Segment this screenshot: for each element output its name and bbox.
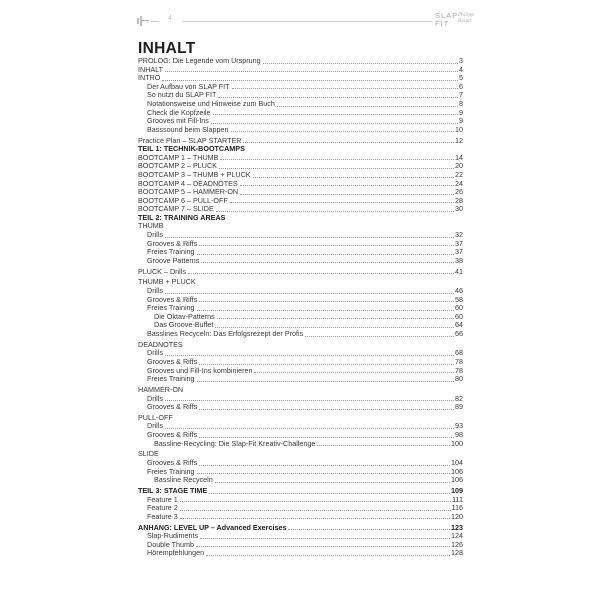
- toc-entry-label: HAMMER-ON: [138, 384, 184, 394]
- toc-entry-page: 60: [455, 303, 463, 313]
- dot-leader: [206, 555, 450, 556]
- toc-entry-page: 28: [455, 195, 463, 205]
- dot-leader: [199, 465, 450, 466]
- dot-leader: [165, 428, 454, 429]
- dot-leader: [277, 106, 458, 107]
- toc-entry[interactable]: [138, 341, 463, 350]
- toc-entry-label: Das Groove-Buffet: [154, 320, 214, 330]
- toc-entry-page: 37: [455, 247, 463, 257]
- toc-entry-label: ANHANG: LEVEL UP – Advanced Exercises: [138, 522, 287, 532]
- logo-line1: SLAP: [435, 11, 459, 20]
- toc-entry[interactable]: [138, 57, 463, 66]
- slap-fit-logo: [435, 12, 475, 30]
- dot-leader: [219, 168, 454, 169]
- toc-entry[interactable]: [138, 476, 463, 485]
- dot-leader: [197, 381, 454, 382]
- dot-leader: [243, 142, 454, 143]
- dot-leader: [218, 97, 458, 98]
- toc-entry-label: Double Thumb: [147, 539, 195, 549]
- toc-entry-page: 10: [455, 124, 463, 134]
- dot-leader: [197, 473, 450, 474]
- toc-entry[interactable]: [138, 257, 463, 266]
- page-header: [135, 10, 475, 30]
- toc-entry-label: TEIL 3: STAGE TIME: [138, 486, 208, 495]
- toc-entry[interactable]: [138, 222, 463, 231]
- toc-entry[interactable]: [138, 504, 463, 513]
- toc-entry-label: BOOTCAMP 1 – THUMB: [138, 152, 219, 162]
- toc-entry-page: 66: [455, 328, 463, 338]
- dot-leader: [215, 327, 454, 328]
- dot-leader: [211, 123, 458, 124]
- toc-entry-label: BOOTCAMP 7 – SLIDE: [138, 204, 214, 214]
- toc-entry-label: BOOTCAMP 5 – HAMMER-ON: [138, 187, 239, 197]
- toc-entry-page: 41: [455, 266, 463, 276]
- dot-leader: [200, 538, 450, 539]
- toc-entry-page: 68: [455, 348, 463, 358]
- dot-leader: [232, 88, 458, 89]
- toc-entry-label: Grooves und Fill-Ins kombinieren: [147, 365, 253, 375]
- dot-leader: [180, 518, 450, 519]
- toc-entry-label: BOOTCAMP 3 – THUMB + PLUCK: [138, 169, 251, 179]
- toc-entry-page: 123: [451, 522, 463, 532]
- toc-entry-label: Drills: [147, 286, 163, 295]
- toc-entry-page: 89: [455, 402, 463, 412]
- dot-leader: [199, 364, 454, 365]
- toc-entry-label: Drills: [147, 393, 163, 403]
- toc-entry-page: 26: [455, 187, 463, 197]
- toc-entry-label: PROLOG: Die Legende vom Ursprung: [138, 56, 261, 65]
- dot-leader: [199, 409, 454, 410]
- toc-entry-label: So nutzt du SLAP FIT: [147, 90, 217, 100]
- toc-entry-label: PLUCK – Drills: [138, 266, 186, 276]
- toc-entry-label: Feature 3: [147, 511, 178, 521]
- toc-entry-page: 109: [451, 486, 463, 495]
- toc-entry-page: 128: [451, 548, 463, 558]
- toc-entry-page: 46: [455, 286, 463, 295]
- toc-entry[interactable]: [138, 66, 463, 75]
- toc-entry-page: 64: [455, 320, 463, 330]
- toc-entry[interactable]: [138, 330, 463, 339]
- toc-entry-page: 106: [451, 475, 463, 485]
- toc-entry-page: 106: [451, 466, 463, 476]
- dot-leader: [230, 202, 454, 203]
- dot-leader: [199, 245, 454, 246]
- toc-entry-label: Check die Kopfzeile: [147, 107, 211, 117]
- dot-leader: [165, 71, 458, 72]
- toc-entry[interactable]: [138, 375, 463, 384]
- dot-leader: [188, 273, 454, 274]
- dot-leader: [213, 114, 458, 115]
- toc-entry-page: 4: [459, 64, 463, 74]
- dot-leader: [263, 63, 458, 64]
- toc-entry-label: INHALT: [138, 64, 164, 74]
- dot-leader: [305, 336, 454, 337]
- page-number: 4: [168, 15, 172, 22]
- toc-entry-page: 120: [451, 511, 463, 521]
- toc-entry[interactable]: [138, 126, 463, 135]
- dot-leader: [197, 310, 454, 311]
- toc-entry-label: Bassline Recyceln: [154, 475, 213, 485]
- toc-entry-label: Grooves & Riffs: [147, 238, 198, 248]
- dot-leader: [240, 194, 454, 195]
- header-rule: [182, 21, 433, 22]
- dot-leader: [217, 318, 454, 319]
- toc-entry-page: 9: [459, 116, 463, 126]
- toc-entry-label: BOOTCAMP 2 – PLUCK: [138, 161, 217, 171]
- dot-leader: [199, 437, 454, 438]
- toc-entry-page: 12: [455, 135, 463, 145]
- toc-entry[interactable]: [138, 549, 463, 558]
- toc-entry-page: 126: [451, 539, 463, 549]
- toc-entry[interactable]: [138, 403, 463, 412]
- toc-entry-page: 80: [455, 374, 463, 384]
- dot-leader: [196, 546, 450, 547]
- toc-entry-label: Grooves & Riffs: [147, 356, 198, 366]
- dot-leader: [253, 177, 454, 178]
- toc-entry-page: 93: [455, 421, 463, 431]
- toc-entry-page: 9: [459, 107, 463, 117]
- toc-entry[interactable]: [138, 414, 463, 423]
- toc-entry-page: 124: [451, 531, 463, 541]
- toc-entry-label: Feature 1: [147, 494, 178, 504]
- toc-entry-page: 104: [451, 458, 463, 468]
- toc-entry-label: TEIL 1: TECHNIK-BOOTCAMPS: [138, 144, 245, 154]
- logo-signature: Philipp Bauer: [458, 13, 475, 24]
- toc-entry[interactable]: [138, 386, 463, 395]
- dot-leader: [165, 237, 454, 238]
- dot-leader: [180, 510, 451, 511]
- toc-entry-label: Basslines Recyceln: Das Erfolgsrezept der Profis: [147, 328, 304, 338]
- toc-entry[interactable]: [138, 214, 463, 223]
- toc-entry[interactable]: [138, 268, 463, 277]
- toc-entry[interactable]: [138, 496, 463, 505]
- toc-entry-page: 98: [455, 430, 463, 440]
- toc-entry-label: Bassline-Recycling: Die Slap-Fit Kreativ-Challenge: [154, 438, 316, 448]
- toc-entry-page: 37: [455, 238, 463, 248]
- toc-entry-label: Basssound beim Slappen: [147, 124, 229, 134]
- dot-leader: [231, 131, 454, 132]
- table-of-contents: [138, 57, 463, 558]
- dot-leader: [215, 482, 450, 483]
- dot-leader: [180, 501, 451, 502]
- toc-entry-page: 32: [455, 230, 463, 240]
- toc-entry-label: Grooves mit Fill-Ins: [147, 116, 209, 126]
- toc-entry-label: Drills: [147, 230, 163, 240]
- toc-entry-page: 14: [455, 152, 463, 162]
- toc-entry-label: Freies Training: [147, 374, 195, 384]
- dot-leader: [162, 80, 458, 81]
- toc-entry-label: Hörempfehlungen: [147, 548, 205, 558]
- toc-entry-label: Freies Training: [147, 303, 195, 313]
- toc-entry-label: Practice Plan – SLAP STARTER: [138, 135, 242, 145]
- toc-entry-page: 7: [459, 90, 463, 100]
- toc-entry-label: Freies Training: [147, 247, 195, 257]
- toc-entry-label: Der Aufbau von SLAP FIT: [147, 81, 230, 91]
- toc-entry-page: 8: [459, 98, 463, 108]
- toc-entry-page: 60: [455, 311, 463, 321]
- toc-entry-page: 82: [455, 393, 463, 403]
- toc-entry-label: SLIDE: [138, 449, 159, 459]
- dot-leader: [165, 400, 454, 401]
- toc-entry[interactable]: [138, 487, 463, 496]
- dot-leader: [317, 445, 450, 446]
- toc-entry-page: 5: [459, 73, 463, 83]
- toc-entry-label: Slap-Rudiments: [147, 531, 199, 541]
- toc-entry-page: 116: [451, 503, 463, 513]
- toc-entry-page: 30: [455, 204, 463, 214]
- dot-leader: [216, 211, 454, 212]
- dot-leader: [165, 355, 454, 356]
- toc-entry-label: Grooves & Riffs: [147, 402, 198, 412]
- toc-entry-label: PULL-OFF: [138, 412, 173, 422]
- toc-entry-page: 20: [455, 161, 463, 171]
- dot-leader: [240, 185, 454, 186]
- toc-entry[interactable]: [138, 440, 463, 449]
- page-title: INHALT: [138, 40, 196, 57]
- toc-entry-label: Groove Patterns: [147, 255, 200, 265]
- toc-entry-label: Feature 2: [147, 503, 178, 513]
- header-dash: [151, 21, 159, 22]
- toc-entry-label: Grooves & Riffs: [147, 458, 198, 468]
- toc-entry-page: 24: [455, 178, 463, 188]
- dot-leader: [209, 493, 450, 494]
- toc-entry-label: Notationsweise und Hinweise zum Buch: [147, 98, 275, 108]
- toc-entry-label: BOOTCAMP 6 – PULL-OFF: [138, 195, 228, 205]
- toc-entry-page: 6: [459, 81, 463, 91]
- toc-entry-page: 3: [459, 56, 463, 65]
- logo-line2: FIT: [435, 19, 450, 28]
- toc-entry[interactable]: [138, 513, 463, 522]
- toc-entry-page: 58: [455, 294, 463, 304]
- dot-leader: [197, 254, 454, 255]
- toc-entry-page: 22: [455, 169, 463, 179]
- toc-entry-label: Drills: [147, 348, 163, 358]
- dot-leader: [201, 262, 454, 263]
- toc-entry-page: 100: [451, 438, 463, 448]
- bass-headstock-icon: [137, 16, 149, 26]
- toc-entry-page: 111: [452, 494, 463, 504]
- toc-entry-label: Grooves & Riffs: [147, 294, 198, 304]
- toc-entry-label: Drills: [147, 421, 163, 431]
- dot-leader: [165, 293, 454, 294]
- toc-entry-label: Freies Training: [147, 466, 195, 476]
- toc-entry-label: THUMB: [138, 221, 164, 231]
- toc-entry-label: INTRO: [138, 73, 161, 83]
- toc-entry-label: TEIL 2: TRAINING AREAS: [138, 212, 226, 222]
- toc-entry-page: 78: [455, 356, 463, 366]
- dot-leader: [254, 372, 454, 373]
- toc-entry[interactable]: [138, 278, 463, 287]
- toc-entry-page: 38: [455, 255, 463, 265]
- toc-entry-label: Grooves & Riffs: [147, 430, 198, 440]
- toc-entry-label: DEADNOTES: [138, 339, 183, 349]
- toc-entry-label: BOOTCAMP 4 – DEADNOTES: [138, 178, 238, 188]
- toc-entry-page: 78: [455, 365, 463, 375]
- dot-leader: [220, 159, 454, 160]
- dot-leader: [288, 529, 450, 530]
- toc-entry-label: THUMB + PLUCK: [138, 277, 196, 287]
- dot-leader: [199, 301, 454, 302]
- toc-entry-label: Die Oktav-Patterns: [154, 311, 215, 321]
